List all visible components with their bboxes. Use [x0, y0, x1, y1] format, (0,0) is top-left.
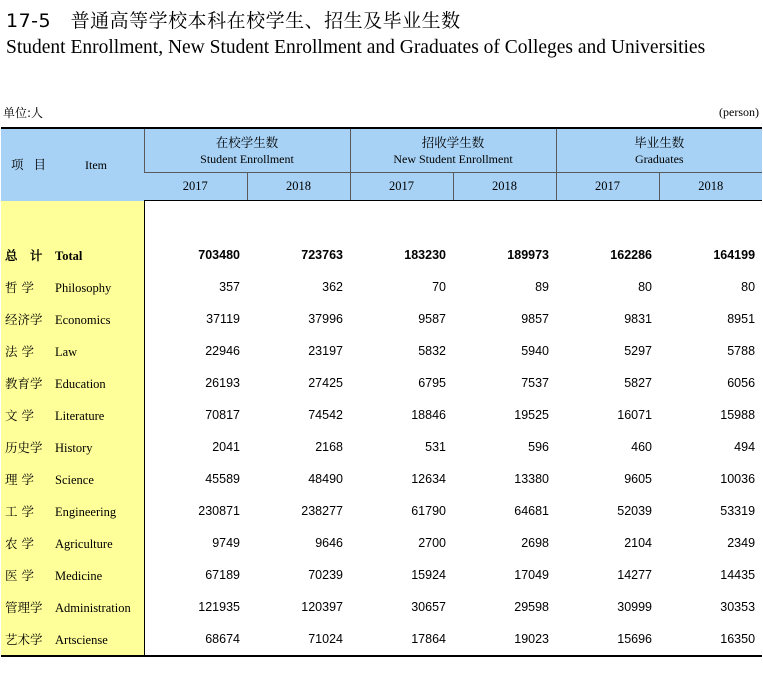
- value-cell: 9749: [212, 536, 240, 550]
- value-cell: 357: [219, 280, 240, 294]
- row-label-cn: 管理学: [5, 599, 43, 615]
- value-cell: 14435: [720, 568, 756, 582]
- value-cell: 2168: [315, 440, 343, 454]
- table-row: [1, 559, 762, 591]
- table-title-cn: 17-5 普通高等学校本科在校学生、招生及毕业生数: [6, 10, 461, 32]
- value-cell: 12634: [411, 472, 446, 486]
- row-label-cn: 艺术学: [5, 631, 43, 647]
- value-cell: 16071: [617, 408, 653, 422]
- value-cell: 30999: [617, 600, 653, 614]
- row-label-cn: 法 学: [5, 343, 34, 359]
- value-cell: 89: [535, 280, 550, 294]
- group-header-graduates: [556, 128, 762, 173]
- value-cell: 2698: [521, 536, 550, 550]
- table-row: [1, 335, 762, 367]
- group-header-student-enrollment: [144, 128, 350, 173]
- statistics-table: [1, 127, 762, 657]
- item-header-en: Item: [84, 158, 107, 173]
- value-cell: 16350: [659, 623, 762, 656]
- value-cell: 121935: [198, 600, 240, 614]
- value-cell: 531: [425, 440, 446, 454]
- row-label-cell: [1, 399, 144, 431]
- value-cell: 230871: [198, 504, 240, 518]
- value-cell: 23197: [308, 344, 343, 358]
- value-cell: 7537: [521, 376, 550, 390]
- value-cell: 48490: [308, 472, 343, 486]
- row-label-cell: [1, 431, 144, 463]
- value-cell: 10036: [720, 472, 756, 486]
- table-row: [1, 495, 762, 527]
- table-row: [1, 367, 762, 399]
- value-cell: 2700: [418, 536, 446, 550]
- spacer-row: [1, 201, 762, 240]
- value-cell: 70817: [205, 408, 240, 422]
- value-cell: 9831: [624, 312, 653, 326]
- year-header: 2017: [556, 173, 659, 201]
- row-label-en: Total: [55, 248, 83, 263]
- value-cell: 183230: [404, 248, 446, 262]
- value-cell: 52039: [617, 504, 653, 518]
- row-label-cn: 哲 学: [5, 279, 34, 295]
- row-label-en: Artsciense: [55, 632, 108, 647]
- item-header-cn: 项 目: [11, 157, 49, 173]
- value-cell: 2041: [212, 440, 240, 454]
- value-cell: 70: [432, 280, 446, 294]
- table-row: [1, 623, 762, 656]
- row-label-en: Economics: [55, 312, 111, 327]
- value-cell: 5297: [624, 344, 653, 358]
- value-cell: 8951: [727, 312, 756, 326]
- unit-label-en: (person): [719, 105, 759, 119]
- year-header: 2018: [453, 173, 556, 201]
- row-label-cn: 总 计: [5, 247, 47, 263]
- row-label-en: Medicine: [55, 568, 103, 583]
- value-cell: 17049: [514, 568, 550, 582]
- value-cell: 15696: [556, 623, 659, 656]
- unit-label-cn: 单位:人: [3, 106, 44, 120]
- table-row: [1, 591, 762, 623]
- table-row: [1, 527, 762, 559]
- value-cell: 64681: [514, 504, 550, 518]
- value-cell: 17864: [350, 623, 453, 656]
- row-label-cn: 文 学: [5, 407, 34, 423]
- value-cell: 238277: [301, 504, 343, 518]
- row-label-cn: 历史学: [5, 439, 43, 455]
- value-cell: 53319: [720, 504, 756, 518]
- row-label-cn: 理 学: [5, 471, 34, 487]
- year-header: 2018: [659, 173, 762, 201]
- group-header-en: New Student Enrollment: [393, 151, 513, 166]
- value-cell: 30657: [411, 600, 446, 614]
- value-cell: 5940: [521, 344, 550, 358]
- row-label-en: Engineering: [55, 504, 117, 519]
- value-cell: 9605: [624, 472, 653, 486]
- row-label-en: Science: [55, 472, 94, 487]
- row-label-cn: 经济学: [5, 311, 43, 327]
- spacer-label-cell: [1, 201, 144, 240]
- row-label-en: Administration: [55, 600, 131, 615]
- group-header-en: Graduates: [634, 151, 684, 166]
- value-cell: 723763: [301, 248, 343, 262]
- value-cell: 61790: [411, 504, 446, 518]
- row-label-cn: 农 学: [5, 535, 34, 551]
- year-header: 2017: [144, 173, 247, 201]
- spacer-cell: [144, 201, 762, 240]
- row-label-cell: [1, 495, 144, 527]
- year-header: 2017: [350, 173, 453, 201]
- row-label-cell: [1, 303, 144, 335]
- group-header-new-enrollment: [350, 128, 556, 173]
- value-cell: 2349: [727, 536, 756, 550]
- value-cell: 80: [741, 280, 756, 294]
- row-label-cell: [1, 463, 144, 495]
- value-cell: 13380: [514, 472, 550, 486]
- value-cell: 18846: [411, 408, 446, 422]
- value-cell: 74542: [308, 408, 343, 422]
- value-cell: 6056: [727, 376, 756, 390]
- item-header: [1, 128, 144, 201]
- value-cell: 26193: [205, 376, 240, 390]
- row-label-cell: [1, 623, 144, 656]
- value-cell: 362: [322, 280, 343, 294]
- value-cell: 120397: [301, 600, 343, 614]
- value-cell: 703480: [198, 248, 240, 262]
- value-cell: 45589: [205, 472, 240, 486]
- value-cell: 164199: [713, 248, 756, 262]
- value-cell: 162286: [610, 248, 653, 262]
- value-cell: 30353: [720, 600, 756, 614]
- row-label-cell: [1, 527, 144, 559]
- group-header-cn: 毕业生数: [634, 134, 685, 150]
- value-cell: 494: [734, 440, 756, 454]
- table-row: [1, 271, 762, 303]
- value-cell: 9857: [521, 312, 550, 326]
- row-label-cell: [1, 271, 144, 303]
- value-cell: 5832: [418, 344, 446, 358]
- value-cell: 14277: [617, 568, 653, 582]
- row-label-cell: [1, 335, 144, 367]
- value-cell: 80: [638, 280, 653, 294]
- value-cell: 2104: [624, 536, 653, 550]
- row-label-cn: 教育学: [5, 375, 43, 391]
- row-label-en: History: [55, 440, 93, 455]
- group-header-cn: 在校学生数: [215, 134, 279, 150]
- value-cell: 71024: [247, 623, 350, 656]
- value-cell: 15988: [720, 408, 756, 422]
- table-row: [1, 431, 762, 463]
- value-cell: 22946: [205, 344, 240, 358]
- year-header: 2018: [247, 173, 350, 201]
- table-title-en: Student Enrollment, New Student Enrollment and Graduates of Colleges and Universities: [6, 37, 706, 58]
- row-label-cn: 医 学: [5, 567, 34, 583]
- value-cell: 9646: [315, 536, 343, 550]
- table-row: [1, 463, 762, 495]
- row-label-cn: 工 学: [5, 503, 34, 519]
- row-label-en: Literature: [55, 408, 105, 423]
- row-label-cell: [1, 239, 144, 271]
- value-cell: 5788: [727, 344, 756, 358]
- value-cell: 27425: [308, 376, 343, 390]
- row-label-en: Law: [55, 344, 78, 359]
- value-cell: 67189: [205, 568, 240, 582]
- value-cell: 5827: [624, 376, 653, 390]
- row-label-en: Agriculture: [55, 536, 113, 551]
- row-label-cell: [1, 591, 144, 623]
- table-row: [1, 303, 762, 335]
- row-label-cell: [1, 559, 144, 591]
- value-cell: 37996: [308, 312, 343, 326]
- total-row: [1, 239, 762, 271]
- value-cell: 189973: [507, 248, 550, 262]
- value-cell: 6795: [418, 376, 446, 390]
- row-label-cell: [1, 367, 144, 399]
- group-header-en: Student Enrollment: [200, 151, 294, 166]
- group-header-cn: 招收学生数: [421, 134, 485, 150]
- value-cell: 15924: [411, 568, 446, 582]
- value-cell: 596: [528, 440, 550, 454]
- value-cell: 68674: [144, 623, 247, 656]
- value-cell: 9587: [418, 312, 446, 326]
- value-cell: 29598: [514, 600, 550, 614]
- value-cell: 460: [631, 440, 653, 454]
- value-cell: 19023: [453, 623, 556, 656]
- value-cell: 70239: [308, 568, 343, 582]
- value-cell: 37119: [206, 312, 240, 326]
- row-label-en: Education: [55, 376, 106, 391]
- table-row: [1, 399, 762, 431]
- value-cell: 19525: [514, 408, 550, 422]
- row-label-en: Philosophy: [55, 280, 112, 295]
